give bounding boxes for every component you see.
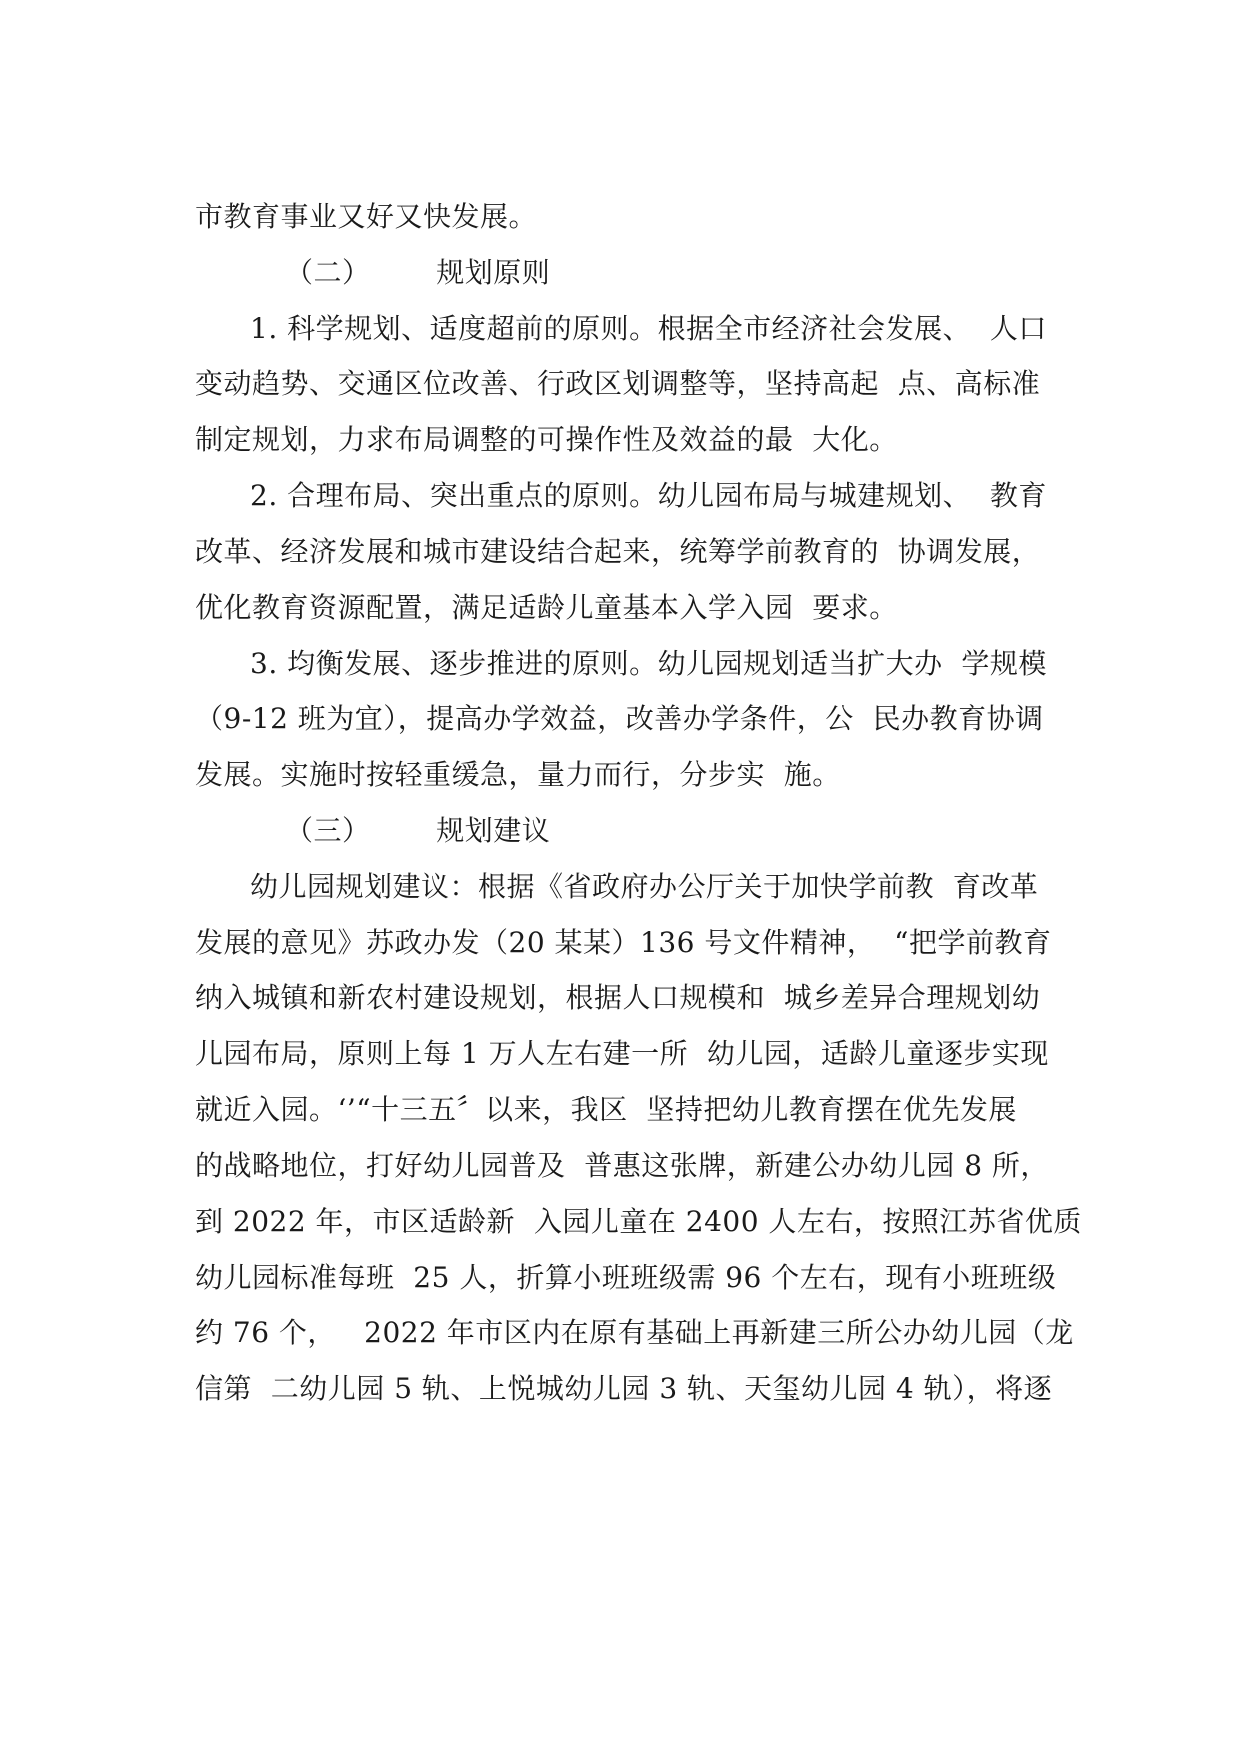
section-heading: （三） 规划建议 — [285, 814, 551, 847]
paragraph-line: 到 2022 年，市区适龄新 入园儿童在 2400 人左右，按照江苏省优质 — [195, 1205, 1082, 1238]
paragraph-line: 发展。实施时按轻重缓急，量力而行，分步实 施。 — [195, 758, 841, 791]
paragraph-line: （9-12 班为宜），提高办学效益，改善办学条件，公 民办教育协调 — [195, 702, 1044, 735]
section-heading: （二） 规划原则 — [285, 256, 551, 289]
paragraph-line: 制定规划，力求布局调整的可操作性及效益的最 大化。 — [195, 423, 898, 456]
paragraph-line: 3. 均衡发展、逐步推进的原则。幼儿园规划适当扩大办 学规模 — [250, 647, 1047, 680]
paragraph-line: 优化教育资源配置，满足适龄儿童基本入学入园 要求。 — [195, 591, 898, 624]
paragraph-line: 变动趋势、交通区位改善、行政区划调整等，坚持高起 点、高标准 — [195, 367, 1041, 400]
paragraph-line: 1. 科学规划、适度超前的原则。根据全市经济社会发展、 人口 — [250, 312, 1047, 345]
paragraph-line: 2. 合理布局、突出重点的原则。幼儿园布局与城建规划、 教育 — [250, 479, 1047, 512]
paragraph-line: 信第 二幼儿园 5 轨、上悦城幼儿园 3 轨、天玺幼儿园 4 轨），将逐 — [195, 1372, 1053, 1405]
paragraph-line: 幼儿园标准每班 25 人，折算小班班级需 96 个左右，现有小班班级 — [195, 1261, 1057, 1294]
paragraph-line: 发展的意见》苏政办发（20 某某）136 号文件精神， “把学前教育 — [195, 926, 1052, 959]
text-line: 市教育事业又好又快发展。 — [195, 200, 538, 233]
paragraph-line: 儿园布局，原则上每 1 万人左右建一所 幼儿园，适龄儿童逐步实现 — [195, 1037, 1049, 1070]
paragraph-line: 的战略地位，打好幼儿园普及 普惠这张牌，新建公办幼儿园 8 所， — [195, 1149, 1049, 1182]
paragraph-line: 改革、经济发展和城市建设结合起来，统筹学前教育的 协调发展， — [195, 535, 1041, 568]
paragraph-line: 幼儿园规划建议：根据《省政府办公厅关于加快学前教 育改革 — [250, 870, 1039, 903]
paragraph-line: 就近入园。‘’“十三五〞以来，我区 坚持把幼儿教育摆在优先发展 — [195, 1093, 1017, 1126]
paragraph-line: 约 76 个， 2022 年市区内在原有基础上再新建三所公办幼儿园（龙 — [195, 1316, 1074, 1349]
paragraph-line: 纳入城镇和新农村建设规划，根据人口规模和 城乡差异合理规划幼 — [195, 981, 1041, 1014]
